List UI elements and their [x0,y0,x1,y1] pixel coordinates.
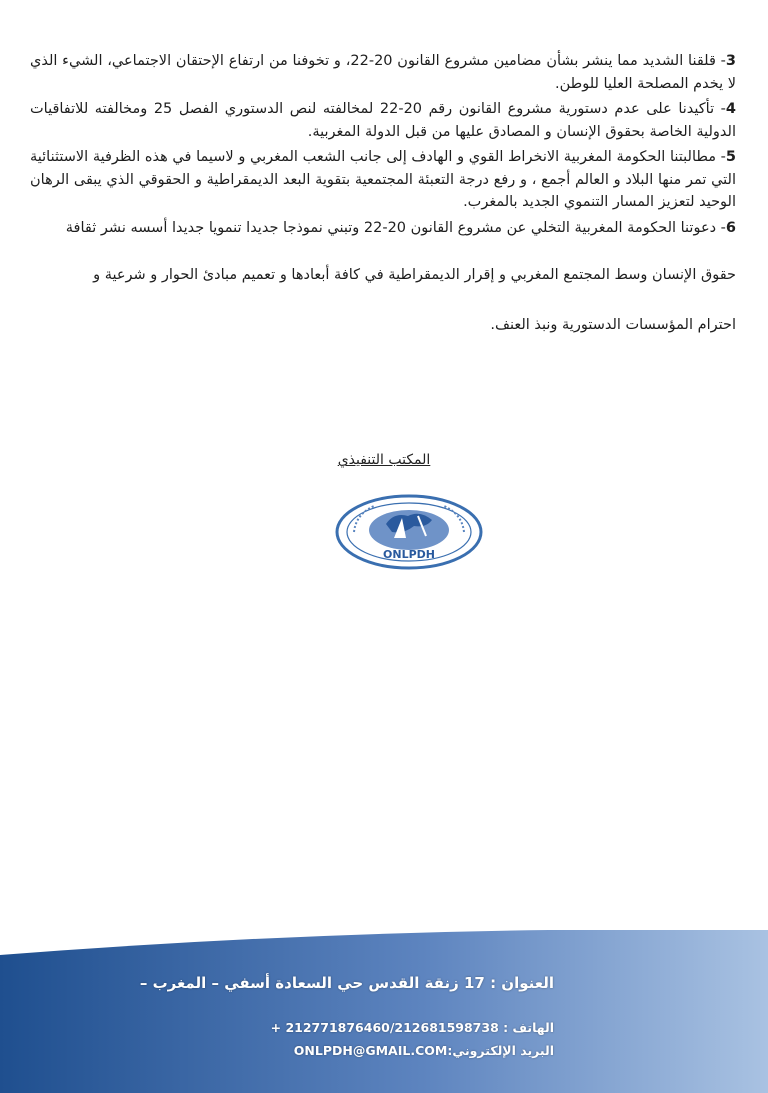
document-body [30,50,736,364]
signature-heading: المكتب التنفيذي [337,452,431,468]
item-text: - مطالبتنا الحكومة المغربية الانخراط القوي و الهادف إلى جانب الشعب المغربي و لاسيما في هذه الظرفية الاستثنائية التي تمر منها البلاد و العالم أجمع ، و رفع درجة التعبئة المجتمعية بتقوية البعد الديمقراطية و الحقوقي الذي يبقى الرهان الوحيد لتعزيز المسار التنموي الجديد بالمغرب. [30,149,736,210]
email-label: البريد الإلكتروني: [447,1043,554,1058]
footer-email [294,1043,554,1058]
list-item [30,98,736,143]
paragraph: احترام المؤسسات الدستورية ونبذ العنف. [490,317,736,333]
item-number: 3 [725,53,736,69]
list-item [30,217,736,240]
phone-value: + 212771876460/212681598738 [270,1020,499,1035]
email-value: ONLPDH@GMAIL.COM [293,1043,448,1058]
list-item [30,146,736,214]
item-number: 6 [725,219,736,236]
footer [0,930,768,1093]
phone-label: الهاتف : [503,1020,554,1035]
logo-text: ONLPDH [383,548,435,561]
paragraph: حقوق الإنسان وسط المجتمع المغربي و إقرار الديمقراطية في كافة أبعادها و تعميم مبادئ الحوار و شرعية و [93,267,736,283]
footer-address: العنوان : 17 زنقة القدس حي السعادة أسفي – المغرب – [139,974,554,992]
item-number: 5 [725,149,736,165]
item-text: - قلقنا الشديد مما ينشر بشأن مضامين مشروع القانون 20-22، و تخوفنا من ارتفاع الإحتقان الاجتماعي، الشيء الذي لا يخدم المصلحة العليا للوطن. [30,53,736,92]
organization-seal-icon [334,494,484,570]
list-item [30,50,736,95]
item-text: - تأكيدنا على عدم دستورية مشروع القانون رقم 20-22 لمخالفته لنص الدستوري الفصل 25 ومخالفته للاتفاقيات الدولية الخاصة بحقوق الإنسان و المصادق عليها من قبل الدولة المغربية. [30,101,736,140]
item-text: - دعوتنا الحكومة المغربية التخلي عن مشروع القانون 20-22 وتبني نموذجا جديدا تنمويا جديدا أسسه نشر ثقافة [65,219,726,236]
item-number: 4 [725,101,736,117]
footer-phone [271,1020,554,1035]
